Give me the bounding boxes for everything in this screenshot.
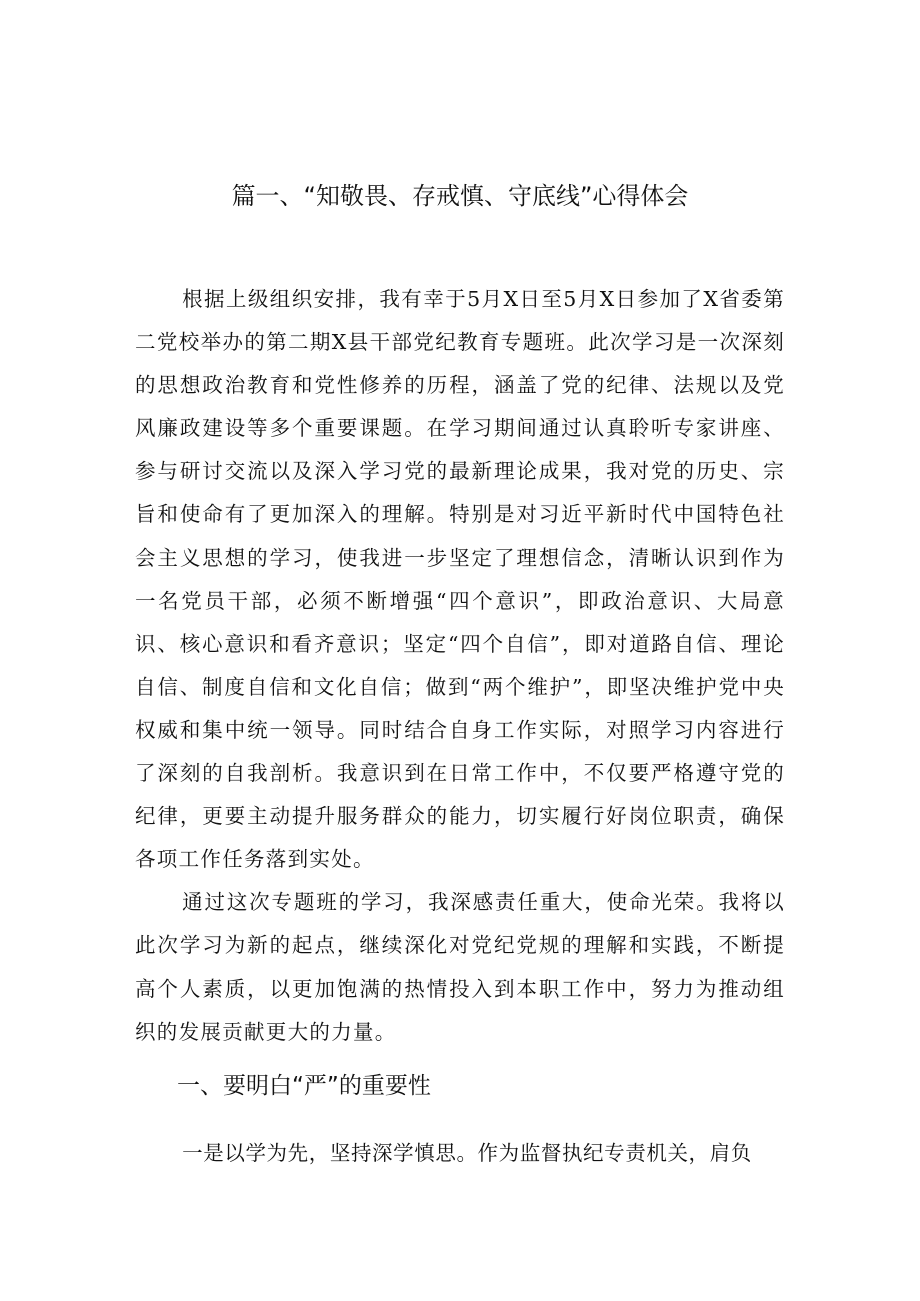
document-title: 篇一、“知敬畏、存戒慎、守底线”心得体会 [231,182,689,210]
paragraph-first-point: 一是以学为先，坚持深学慎思。作为监督执纪专责机关，肩负 [182,1140,752,1165]
document-body [135,278,785,1175]
paragraph-commitment: 通过这次专题班的学习，我深感责任重大，使命光荣。我将以此次学习为新的起点，继续深化对党纪党规的理解和实践，不断提高个人素质，以更加饱满的热情投入到本职工作中，努力为推动组织的发展贡献更大的力量。 [135,890,785,1044]
section-heading: 一、要明白“严”的重要性 [177,1072,431,1099]
paragraph-study-arrangement: 根据上级组织安排，我有幸于5月X日至5月X日参加了X省委第二党校举办的第二期X县干部党纪教育专题班。此次学习是一次深刻的思想政治教育和党性修养的历程，涵盖了党的纪律、法规以及党风廉政建设等多个重要课题。在学习期间通过认真聆听专家讲座、参与研讨交流以及深入学习党的最新理论成果，我对党的历史、宗旨和使命有了更加深入的理解。特别是对习近平新时代中国特色社会主义思想的学习，使我进一步坚定了理想信念，清晰认识到作为一名党员干部，必须不断增强“四个意识”，即政治意识、大局意识、核心意识和看齐意识；坚定“四个自信”，即对道路自信、理论自信、制度自信和文化自信；做到“两个维护”，即坚决维护党中央权威和集中统一领导。同时结合自身工作实际，对照学习内容进行了深刻的自我剖析。我意识到在日常工作中，不仅要严格遵守党的纪律，更要主动提升服务群众的能力，切实履行好岗位职责，确保各项工作任务落到实处。 [135,287,785,872]
